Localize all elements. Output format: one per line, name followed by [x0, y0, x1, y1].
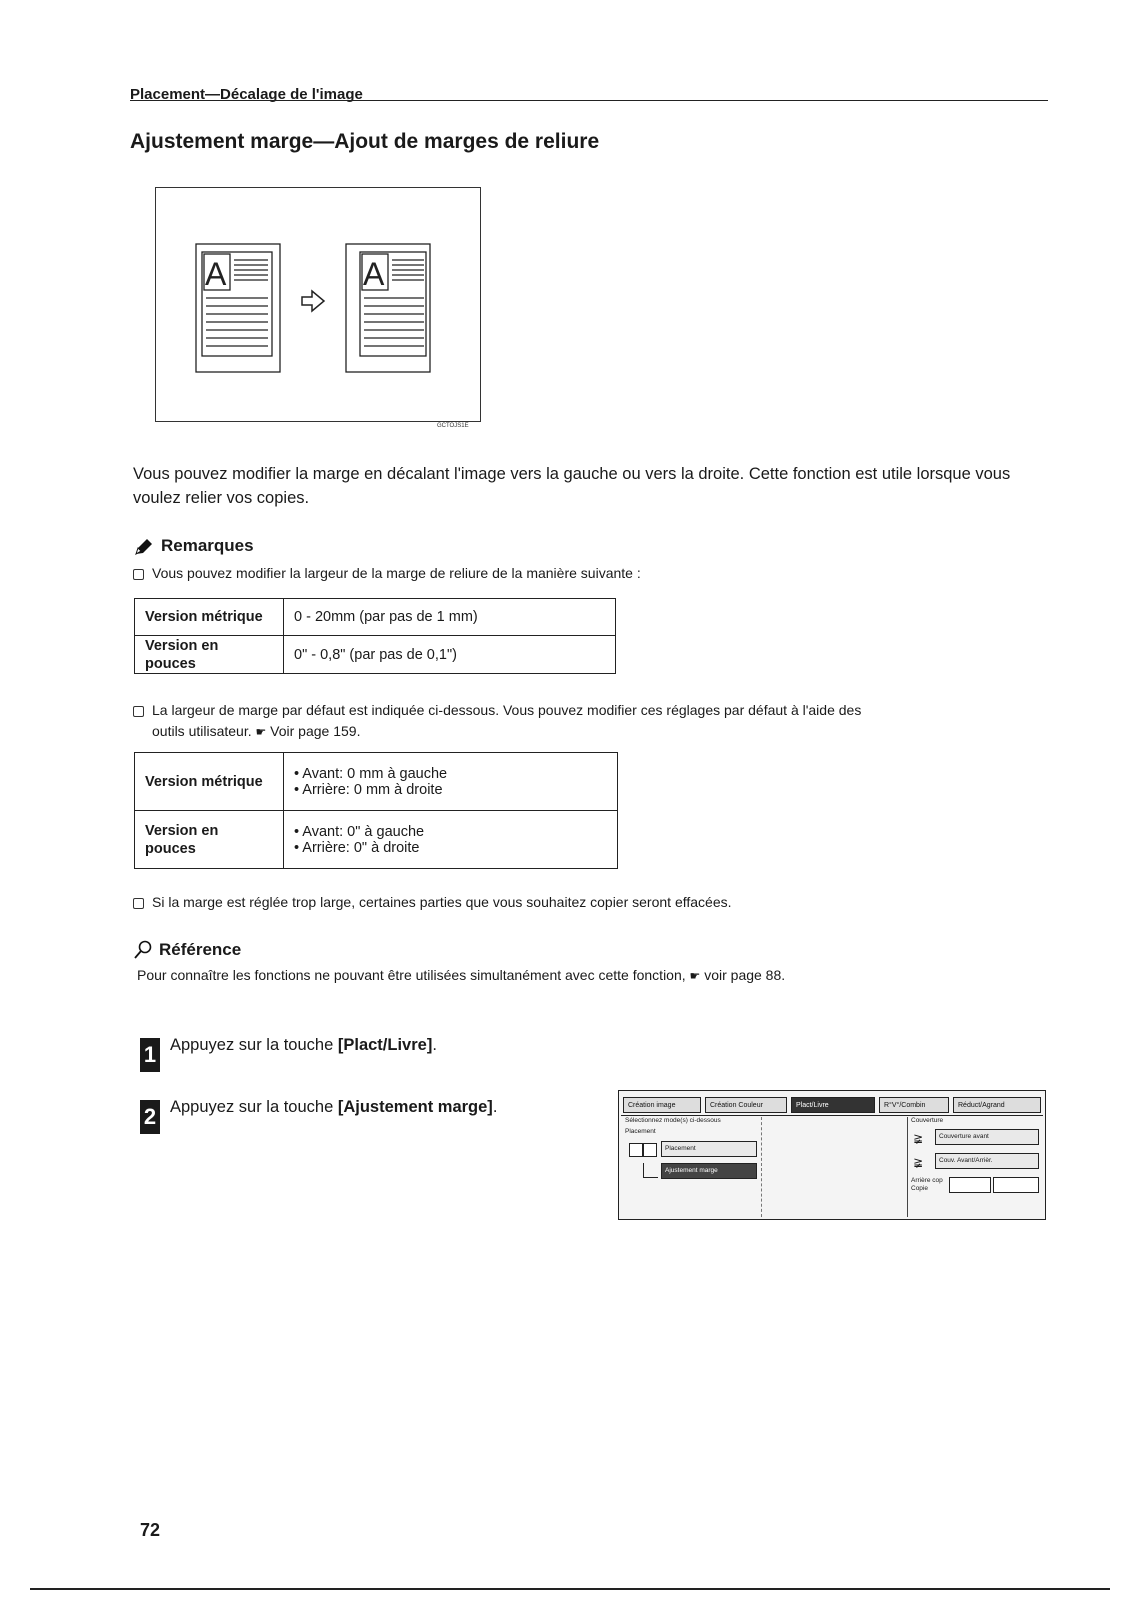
- table-value: 0" - 0,8" (par pas de 0,1"): [284, 636, 616, 674]
- table-value: [284, 811, 618, 869]
- table-key: Version métrique: [135, 599, 284, 636]
- copie-input[interactable]: [949, 1177, 991, 1193]
- step-2-number: 2: [140, 1100, 160, 1134]
- step-2-suffix: .: [492, 1098, 498, 1116]
- step-1-prefix: Appuyez sur la touche: [170, 1036, 338, 1054]
- arriere-copie-label: Arrière cop Copie: [911, 1177, 943, 1192]
- note-1-text: Vous pouvez modifier la largeur de la marge de reliure de la manière suivante :: [152, 565, 641, 581]
- remarques-label: Remarques: [161, 536, 254, 555]
- arrow-right-icon: [302, 291, 324, 311]
- table-row: [135, 753, 618, 811]
- panel-select-label: Sélectionnez mode(s) ci-dessous: [625, 1117, 721, 1124]
- margin-shift-illustration: [156, 188, 480, 421]
- step-2-key: [Ajustement marge]: [337, 1098, 493, 1116]
- section-title: Ajustement marge—Ajout de marges de reliure: [130, 130, 600, 153]
- table-key: Version en pouces: [135, 636, 284, 674]
- placement-button[interactable]: Placement: [661, 1141, 757, 1157]
- table-value-line: • Avant: 0" à gauche: [294, 823, 425, 840]
- note-2-text: La largeur de marge par défaut est indiquée ci-dessous. Vous pouvez modifier ces réglages par défaut à l'aide des: [152, 702, 862, 718]
- checkbox-bullet-icon: [133, 569, 144, 580]
- reference-label: Référence: [159, 940, 242, 959]
- note-2-continuation: [152, 721, 360, 742]
- table-value-line: • Avant: 0 mm à gauche: [294, 765, 448, 782]
- header-rule: [130, 100, 1048, 101]
- footer-rule: [30, 1588, 1110, 1590]
- panel-divider: [621, 1115, 1043, 1116]
- couverture-label: Couverture: [911, 1117, 944, 1124]
- pointing-hand-icon: ☛: [689, 969, 701, 983]
- page-number: 72: [140, 1520, 161, 1540]
- note-item-3: [133, 892, 1033, 912]
- copier-panel-screenshot: [618, 1090, 1046, 1220]
- step-2-text: [170, 1098, 497, 1117]
- panel-column-divider: [761, 1117, 762, 1217]
- table-value-line: • Arrière: 0" à droite: [294, 839, 420, 856]
- table-value: 0 - 20mm (par pas de 1 mm): [284, 599, 616, 636]
- couverture-avant-button[interactable]: Couverture avant: [935, 1129, 1039, 1145]
- tab-reduct-agrand[interactable]: Réduct/Agrand: [953, 1097, 1041, 1113]
- margin-icon: [643, 1163, 658, 1178]
- table-key: Version en pouces: [135, 811, 284, 869]
- note-3-text: Si la marge est réglée trop large, certaines parties que vous souhaitez copier seront effacées.: [152, 894, 732, 910]
- table-row: [135, 636, 616, 674]
- note-2-reference: Voir page 159.: [270, 723, 361, 739]
- panel-column-divider: [907, 1117, 908, 1217]
- pencil-icon: [133, 536, 155, 556]
- letter-after: A: [363, 256, 385, 292]
- remarques-heading: [133, 536, 254, 556]
- step-1-key: [Plact/Livre]: [337, 1036, 433, 1054]
- reference-paragraph: [137, 965, 785, 986]
- step-1-text: [170, 1036, 437, 1055]
- margin-range-table: [134, 598, 616, 674]
- note-item-1: [133, 563, 1033, 583]
- chevron-icon: ≩: [913, 1155, 924, 1169]
- tab-plact-livre[interactable]: Plact/Livre: [791, 1097, 875, 1113]
- illustration-frame: [155, 187, 481, 422]
- checkbox-bullet-icon: [133, 898, 144, 909]
- ajustement-marge-button[interactable]: Ajustement marge: [661, 1163, 757, 1179]
- couv-avant-arriere-button[interactable]: Couv. Avant/Arrièr.: [935, 1153, 1039, 1169]
- note-2-text-b: outils utilisateur.: [152, 723, 252, 739]
- copie-input[interactable]: [993, 1177, 1039, 1193]
- table-key: Version métrique: [135, 753, 284, 811]
- magnifier-icon: [133, 940, 153, 960]
- table-row: [135, 599, 616, 636]
- tab-rv-combin[interactable]: R°V°/Combin: [879, 1097, 949, 1113]
- note-item-2: [133, 700, 1053, 720]
- table-row: [135, 811, 618, 869]
- letter-before: A: [205, 256, 227, 292]
- step-1-number: 1: [140, 1038, 160, 1072]
- table-value: [284, 753, 618, 811]
- intro-paragraph: Vous pouvez modifier la marge en décalant l'image vers la gauche ou vers la droite. Cette fonction est utile lorsque vous voulez relier vos copies.: [133, 465, 1011, 507]
- chevron-icon: ≩: [913, 1131, 924, 1145]
- panel-placement-label: Placement: [625, 1128, 656, 1135]
- page-after: [346, 244, 430, 372]
- default-margin-table: [134, 752, 618, 869]
- placement-icon-left: [629, 1143, 643, 1157]
- placement-icon-right: [643, 1143, 657, 1157]
- tab-creation-image[interactable]: Création image: [623, 1097, 701, 1113]
- figure-code: GCTOJS1E: [437, 423, 469, 429]
- tab-creation-couleur[interactable]: Création Couleur: [705, 1097, 787, 1113]
- pointing-hand-icon: ☛: [255, 725, 267, 739]
- reference-heading: [133, 940, 241, 960]
- checkbox-bullet-icon: [133, 706, 144, 717]
- step-1-suffix: .: [432, 1036, 437, 1054]
- table-value-line: • Arrière: 0 mm à droite: [294, 781, 443, 798]
- running-header: Placement—Décalage de l'image: [130, 86, 363, 103]
- reference-page: voir page 88.: [704, 967, 786, 983]
- reference-text: Pour connaître les fonctions ne pouvant être utilisées simultanément avec cette fonction,: [137, 967, 686, 983]
- step-2-prefix: Appuyez sur la touche: [170, 1098, 338, 1116]
